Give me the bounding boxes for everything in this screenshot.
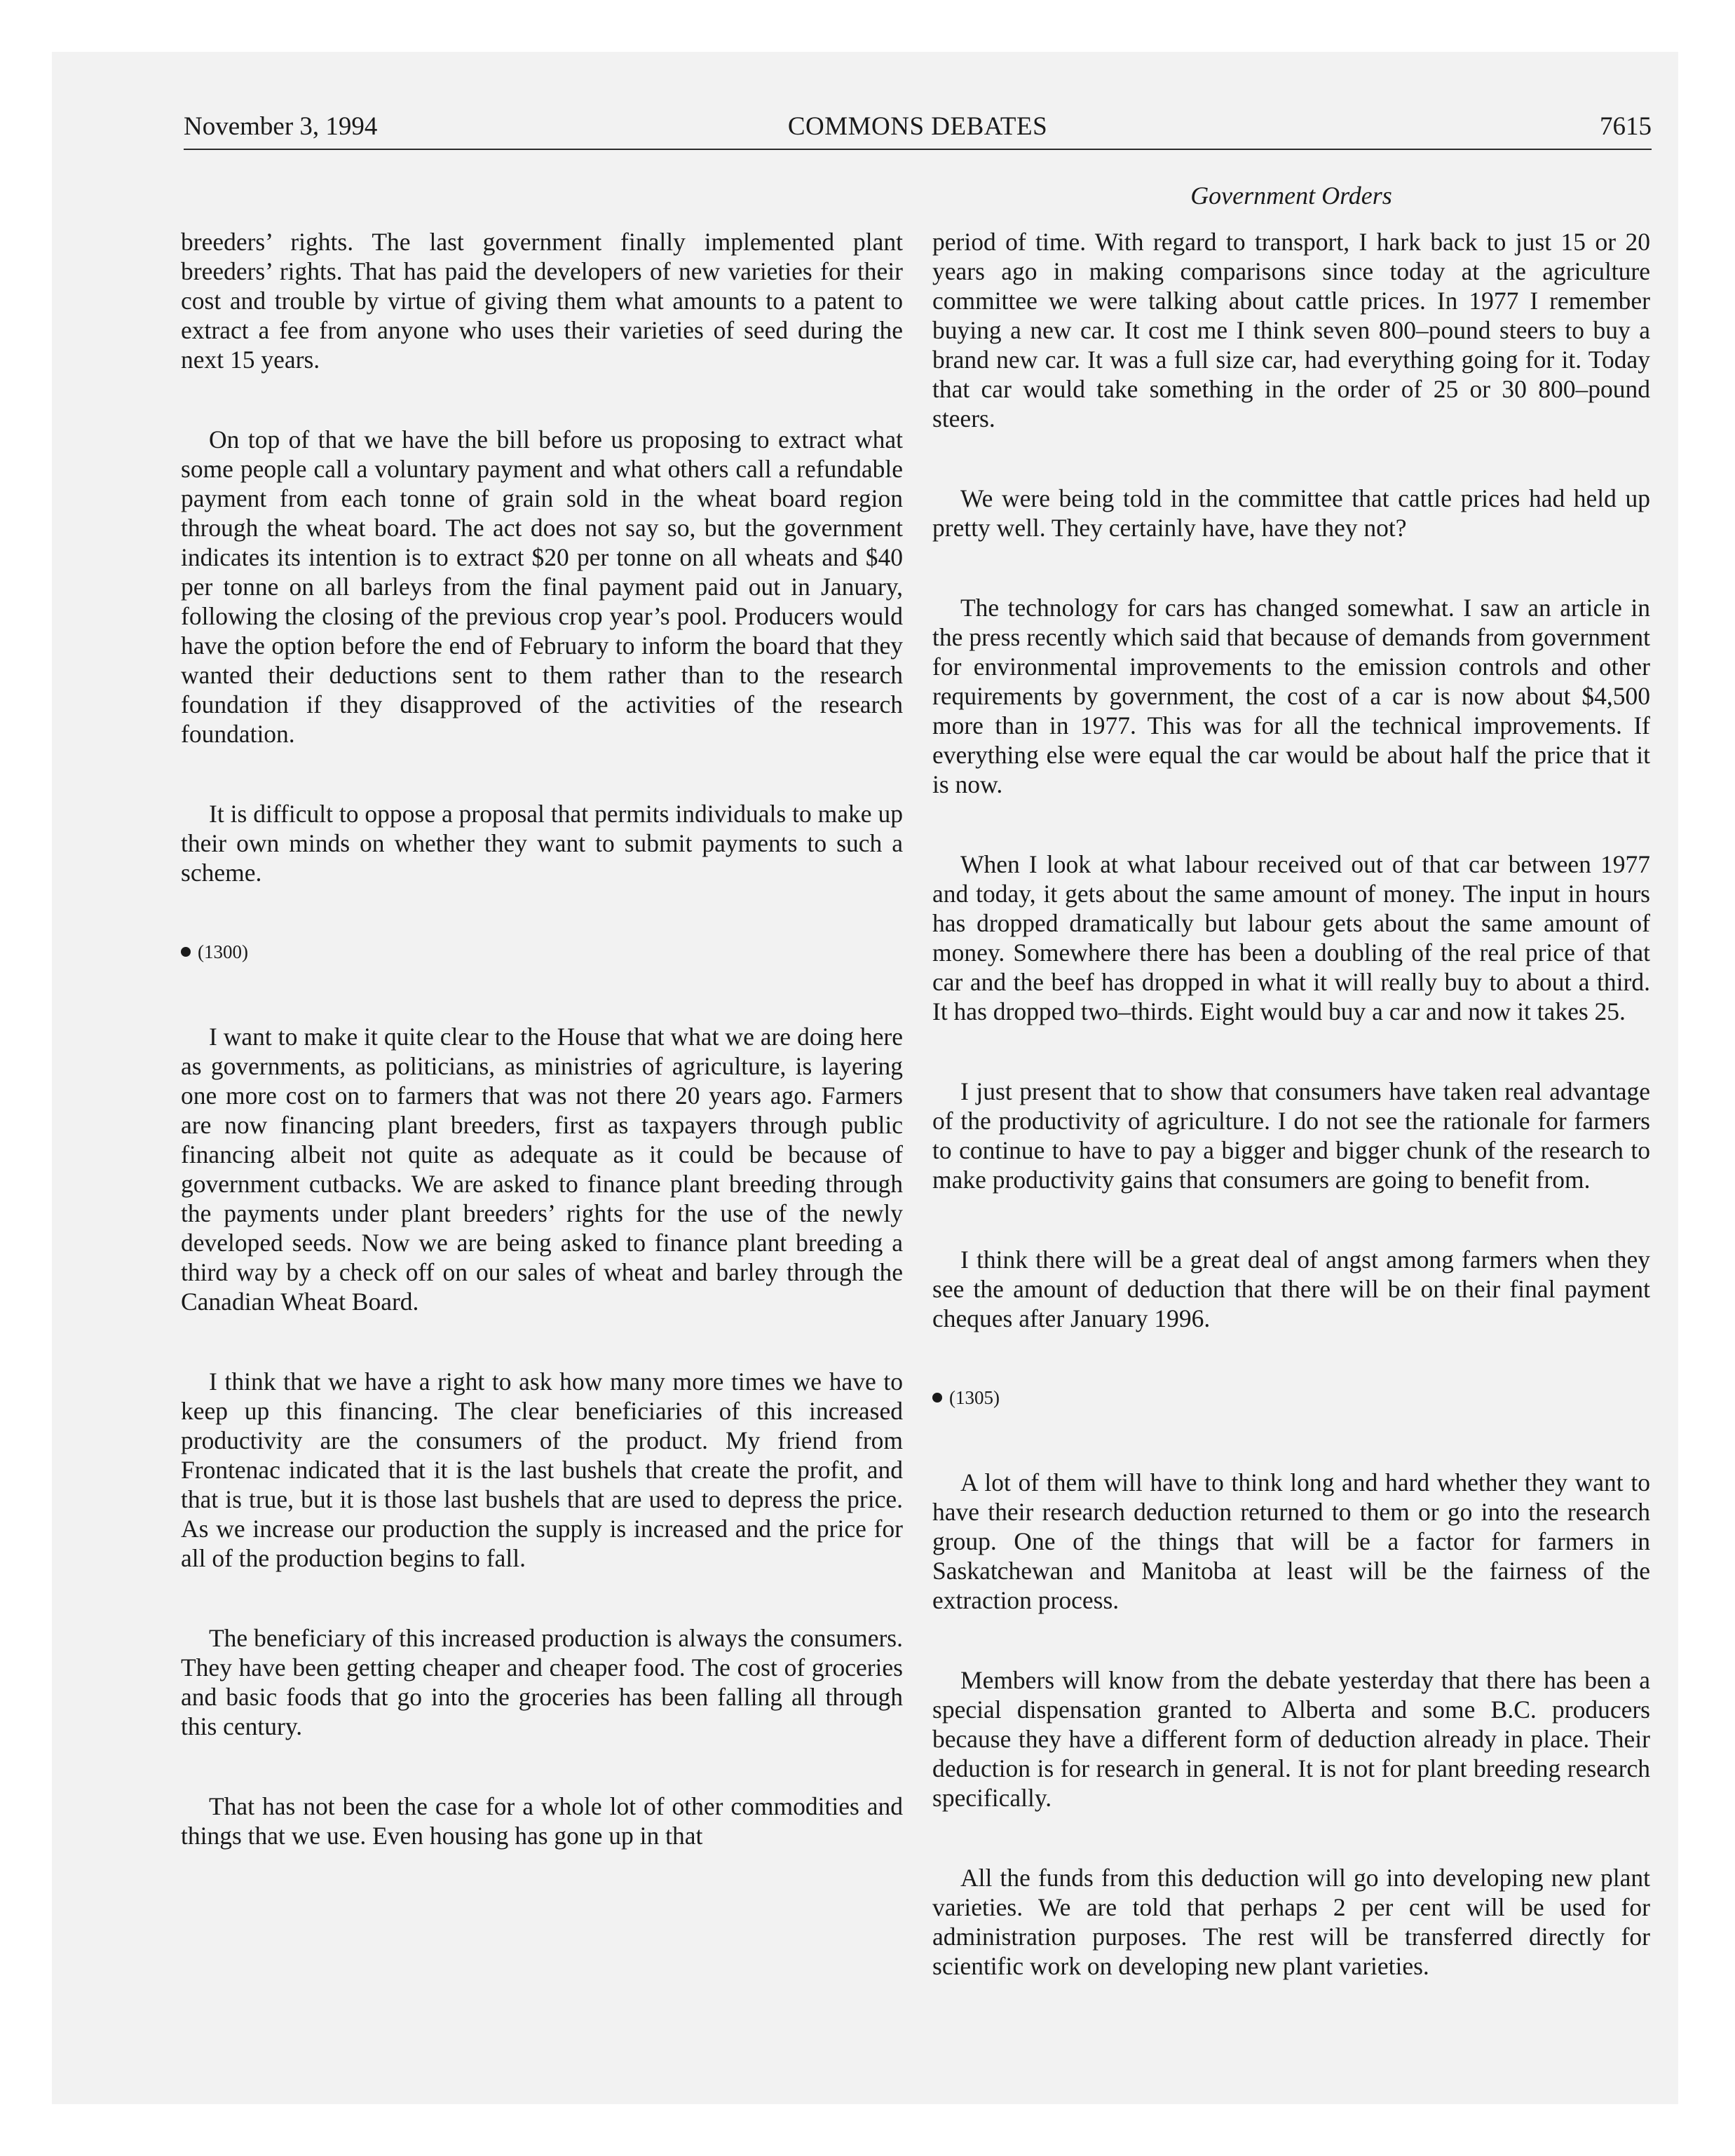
section-label: Government Orders xyxy=(1190,182,1392,210)
paragraph: I just present that to show that consumers have taken real advantage of the productivity of agriculture. I do not see the rationale for farmers to continue to have to pay a bigger and bigger chunk of the research to make productivity gains that consumers are going to benefit from. xyxy=(932,1077,1650,1194)
time-marker xyxy=(932,1384,1650,1412)
paragraph: I think there will be a great deal of angst among farmers when they see the amount of deduction that there will be on their final payment cheques after January 1996. xyxy=(932,1246,1650,1332)
paragraph: On top of that we have the bill before us proposing to extract what some people call a voluntary payment and what others call a refundable payment from each tonne of grain sold in the wheat board region through the wheat board. The act does not say so, but the government indicates its intention is to extract $20 per tonne on all wheats and $40 per tonne on all barleys from the final payment paid out in January, following the closing of the previous crop year’s pool. Producers would have the option before the end of February to inform the board that they wanted their deductions sent to them rather than to the research foundation if they disapproved of the activities of the research foundation. xyxy=(181,425,903,748)
paragraph: All the funds from this deduction will go into developing new plant varieties. We are told that perhaps 2 per cent will be used for administration purposes. The rest will be transferred directly for scientific work on developing new plant varieties. xyxy=(932,1864,1650,1980)
paragraph: I want to make it quite clear to the House that what we are doing here as governments, as politicians, as ministries of agriculture, is layering one more cost on to farmers that was not there 20 years ago. Farmers are now financing plant breeders, first as taxpayers through public financing albeit not quite as adequate as it could be because of government cutbacks. We are asked to finance plant breeding through the payments under plant breeders’ rights for the use of the newly developed seeds. Now we are being asked to finance plant breeding a third way by a check off on our sales of wheat and barley through the Canadian Wheat Board. xyxy=(181,1023,903,1316)
paragraph: When I look at what labour received out of that car between 1977 and today, it gets about the same amount of money. The input in hours has dropped dramatically but labour gets about the same amount of money. Somewhere there has been a doubling of the real price of that car and the beef has dropped in what it will really buy to about a third. It has dropped two–thirds. Eight would buy a car and now it takes 25. xyxy=(932,850,1650,1025)
paragraph: The technology for cars has changed somewhat. I saw an article in the press recently which said that because of demands from government for environmental improvements to the emission controls and other requirements by government, the cost of a car is now about $4,500 more than in 1977. This was for all the technical improvements. If everything else were equal the car would be about half the price that it is now. xyxy=(932,594,1650,798)
bullet-icon xyxy=(181,947,191,957)
paragraph: period of time. With regard to transport, I hark back to just 15 or 20 years ago in making comparisons since today at the agriculture committee we were talking about cattle prices. In 1977 I remember buying a new car. It cost me I think seven 800–pound steers to buy a brand new car. It was a full size car, had everything going for it. Today that car would take something in the order of 25 or 30 800–pound steers. xyxy=(932,228,1650,432)
paragraph: A lot of them will have to think long and hard whether they want to have their research deduction returned to them or go into the research group. One of the things that will be a factor for farmers in Saskatchewan and Manitoba at least will be the fairness of the extraction process. xyxy=(932,1468,1650,1614)
paragraph: The beneficiary of this increased production is always the consumers. They have been getting cheaper and cheaper food. The cost of groceries and basic foods that go into the groceries has been falling all through this century. xyxy=(181,1624,903,1740)
paragraph: Members will know from the debate yesterday that there has been a special dispensation granted to Alberta and some B.C. producers because they have a different form of deduction already in place. Their deduction is for research in general. It is not for plant breeding research specifically. xyxy=(932,1666,1650,1812)
page-header xyxy=(184,107,1652,147)
paragraph: It is difficult to oppose a proposal that permits individuals to make up their own minds on whether they want to submit payments to such a scheme. xyxy=(181,800,903,887)
paragraph: I think that we have a right to ask how many more times we have to keep up this financing. The clear beneficiaries of this increased productivity are the consumers of the product. My friend from Frontenac indicated that it is the last bushels that create the profit, and that is true, but it is those last bushels that are used to depress the price. As we increase our production the supply is increased and the price for all of the production begins to fall. xyxy=(181,1367,903,1572)
paragraph: We were being told in the committee that cattle prices had held up pretty well. They certainly have, have they not? xyxy=(932,484,1650,542)
bullet-icon xyxy=(932,1393,942,1403)
header-page-number: 7615 xyxy=(1600,112,1652,141)
header-date: November 3, 1994 xyxy=(184,112,378,141)
left-column xyxy=(181,227,903,1901)
time-marker xyxy=(181,938,903,966)
header-title: COMMONS DEBATES xyxy=(787,112,1048,141)
time-marker-text: (1300) xyxy=(198,941,248,962)
right-column xyxy=(932,227,1650,2031)
header-rule xyxy=(184,149,1652,150)
paragraph: breeders’ rights. The last government finally implemented plant breeders’ rights. That has paid the developers of new varieties for their cost and trouble by virtue of giving them what amounts to a patent to extract a fee from anyone who uses their varieties of seed during the next 15 years. xyxy=(181,228,903,374)
paragraph: That has not been the case for a whole lot of other commodities and things that we use. Even housing has gone up in that xyxy=(181,1792,903,1850)
time-marker-text: (1305) xyxy=(949,1387,1000,1408)
